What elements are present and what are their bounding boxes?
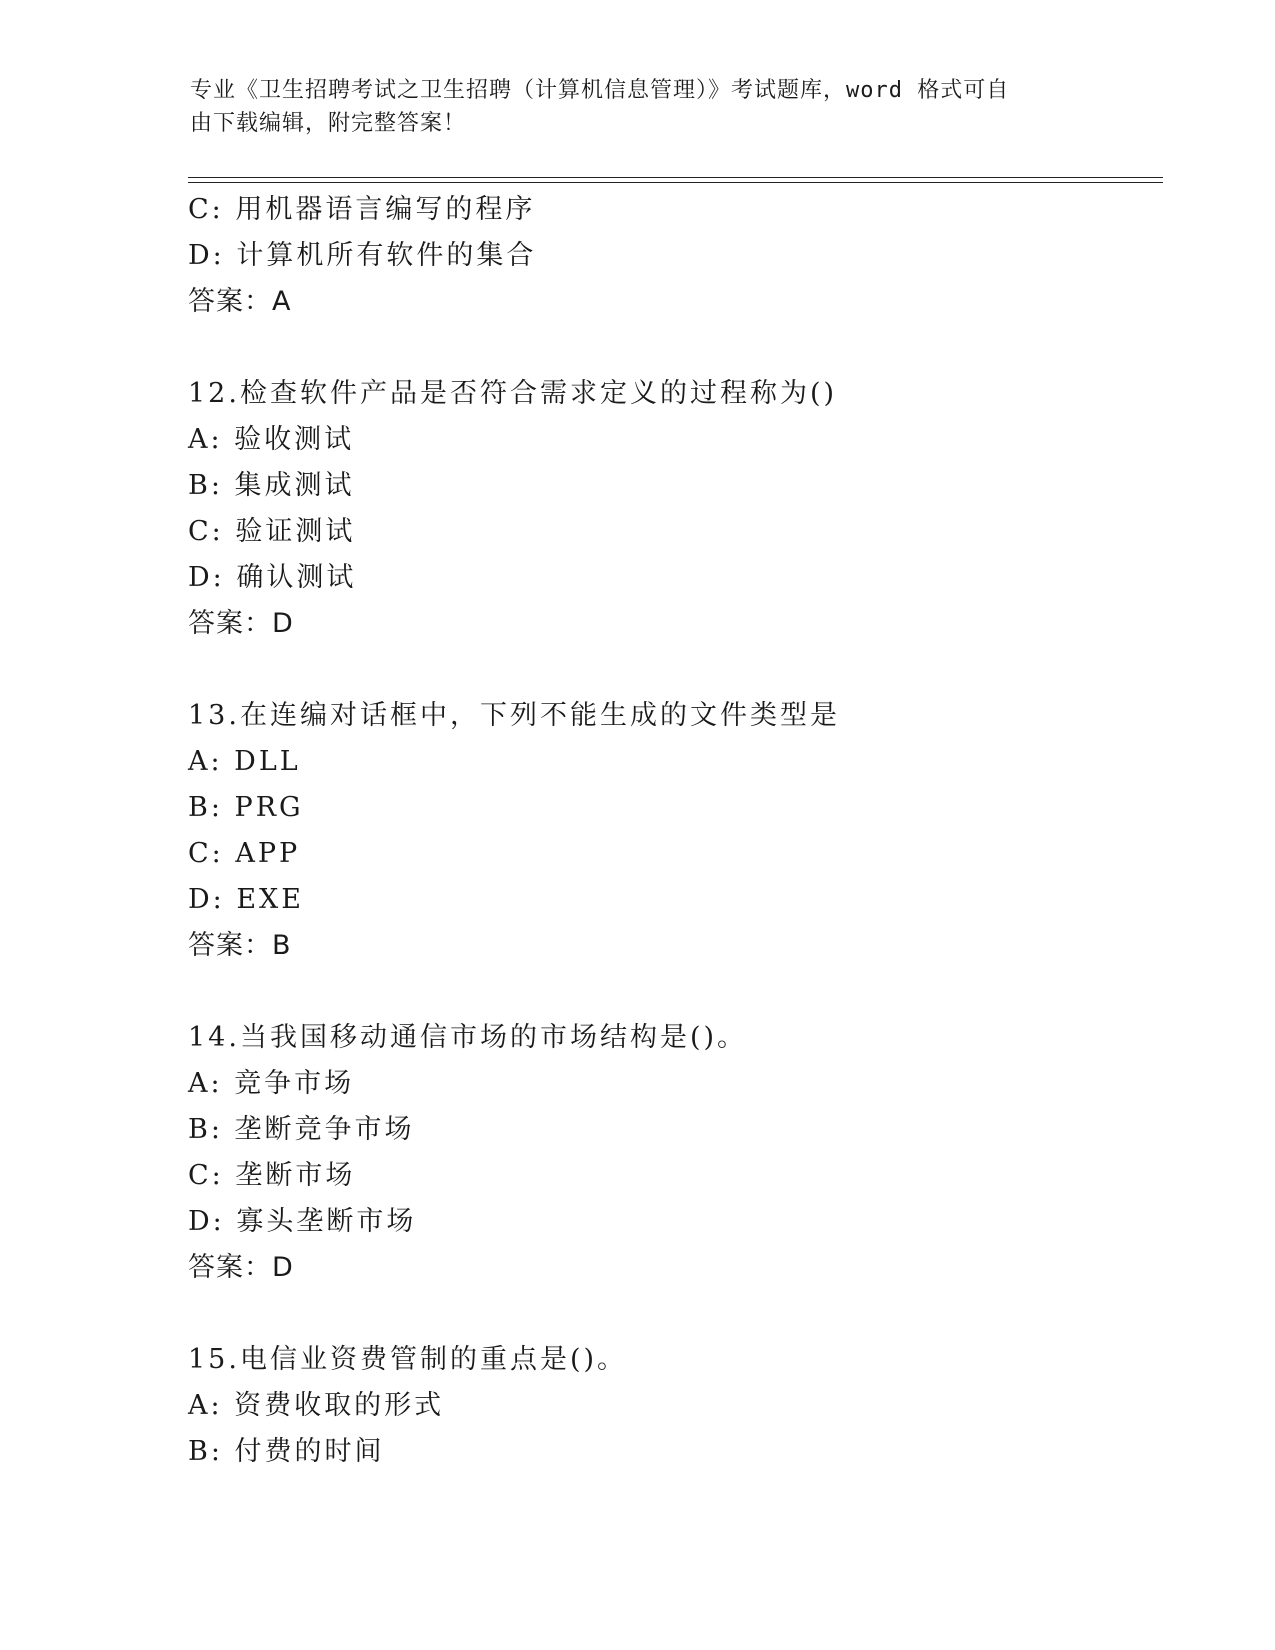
option-a: A: 验收测试 [188,424,355,455]
header-rule-top [188,177,1163,178]
option-a: A: DLL [188,746,301,777]
question-12: 12.检查软件产品是否符合需求定义的过程称为() [188,378,838,409]
option-c: C: APP [188,838,301,869]
option-b: B: 付费的时间 [188,1436,385,1467]
option-d: D: EXE [188,884,304,915]
option-b: B: 垄断竞争市场 [188,1114,415,1145]
header-rule-bottom [188,182,1163,183]
header-line-1: 专业《卫生招聘考试之卫生招聘（计算机信息管理）》考试题库，word 格式可自 [190,78,1010,103]
option-c: C: 用机器语言编写的程序 [188,194,536,225]
option-b: B: PRG [188,792,304,823]
answer: 答案：D [188,608,294,639]
question-14: 14.当我国移动通信市场的市场结构是()。 [188,1022,748,1053]
option-a: A: 资费收取的形式 [188,1390,445,1421]
question-13: 13.在连编对话框中，下列不能生成的文件类型是 [188,700,840,731]
option-d: D: 计算机所有软件的集合 [188,240,537,271]
option-b: B: 集成测试 [188,470,355,501]
document-header [190,74,1070,140]
answer: 答案：A [188,286,292,317]
question-15: 15.电信业资费管制的重点是()。 [188,1344,628,1375]
answer: 答案：B [188,930,292,961]
option-c: C: 垄断市场 [188,1160,356,1191]
option-a: A: 竞争市场 [188,1068,355,1099]
option-d: D: 确认测试 [188,562,357,593]
question-list [188,187,1148,1475]
answer: 答案：D [188,1252,294,1283]
option-c: C: 验证测试 [188,516,356,547]
option-d: D: 寡头垄断市场 [188,1206,417,1237]
header-line-2: 由下载编辑，附完整答案！ [190,111,467,136]
